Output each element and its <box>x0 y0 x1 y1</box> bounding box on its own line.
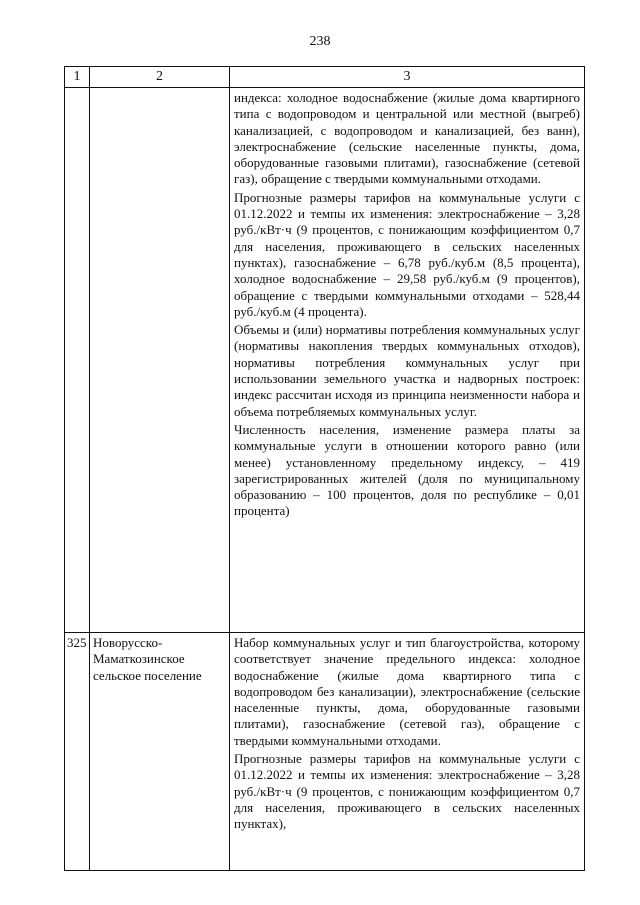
paragraph: Набор коммунальных услуг и тип благоустройства, которому соответствует значение предельного индекса: холодное водоснабжение (жилые дома квартирного типа с водопроводом без канализации), электроснабжение (сельские населенные пункты, дома, оборудованные газовыми плитами), газоснабжение (сетевой газ), обращение с твердыми коммунальными отходами. <box>234 635 580 748</box>
description-cell <box>230 88 585 633</box>
tariff-table <box>64 66 585 871</box>
description-cell <box>230 633 585 871</box>
paragraph: индекса: холодное водоснабжение (жилые дома квартирного типа с водопроводом и центральной или местной (выгреб) канализацией, с водопроводом и канализацией, без ванн), электроснабжение (сельские населенные пункты, дома, оборудованные газовыми плитами), газоснабжение (сетевой газ), обращение с твердыми коммунальными отходами. <box>234 90 580 187</box>
paragraph: Численность населения, изменение размера платы за коммунальные услуги в отношении которого равно (или менее) установленному предельному индексу, – 419 зарегистрированных жителей (доля по муниципальному образованию – 100 процентов, доля по республике – 0,01 процента) <box>234 421 580 519</box>
paragraph: Прогнозные размеры тарифов на коммунальные услуги с 01.12.2022 и темпы их изменения: электроснабжение – 3,28 руб./кВт·ч (9 процентов, с понижающим коэффициентом 0,7 для населения, проживающего в сельских населенных пунктах), <box>234 751 580 832</box>
table-row <box>65 88 585 633</box>
page-number: 238 <box>309 34 331 49</box>
table-row <box>65 633 585 871</box>
row-number <box>65 88 90 633</box>
settlement-name: Новорусско-Маматкозинское сельское поселение <box>90 633 230 871</box>
header-col-2: 2 <box>90 67 230 88</box>
row-number: 325 <box>65 633 90 871</box>
paragraph: Объемы и (или) нормативы потребления коммунальных услуг (нормативы накопления твердых коммунальных отходов), нормативы потребления коммунальных услуг при использовании земельного участка и надворных построек: индекс рассчитан исходя из принципа неизменности набора и объема потребляемых коммунальных услуг. <box>234 322 580 419</box>
paragraph: Прогнозные размеры тарифов на коммунальные услуги с 01.12.2022 и темпы их изменения: электроснабжение – 3,28 руб./кВт·ч (9 процентов, с понижающим коэффициентом 0,7 для населения, проживающего в сельских населенных пунктах), газоснабжение – 6,78 руб./куб.м (8,5 процента), холодное водоснабжение – 29,58 руб./куб.м (9 процентов), обращение с твердыми коммунальными отходами – 528,44 руб./куб.м (4 процента). <box>234 189 580 319</box>
header-col-3: 3 <box>230 67 585 88</box>
settlement-name <box>90 88 230 633</box>
header-col-1: 1 <box>65 67 90 88</box>
table-header-row <box>65 67 585 88</box>
